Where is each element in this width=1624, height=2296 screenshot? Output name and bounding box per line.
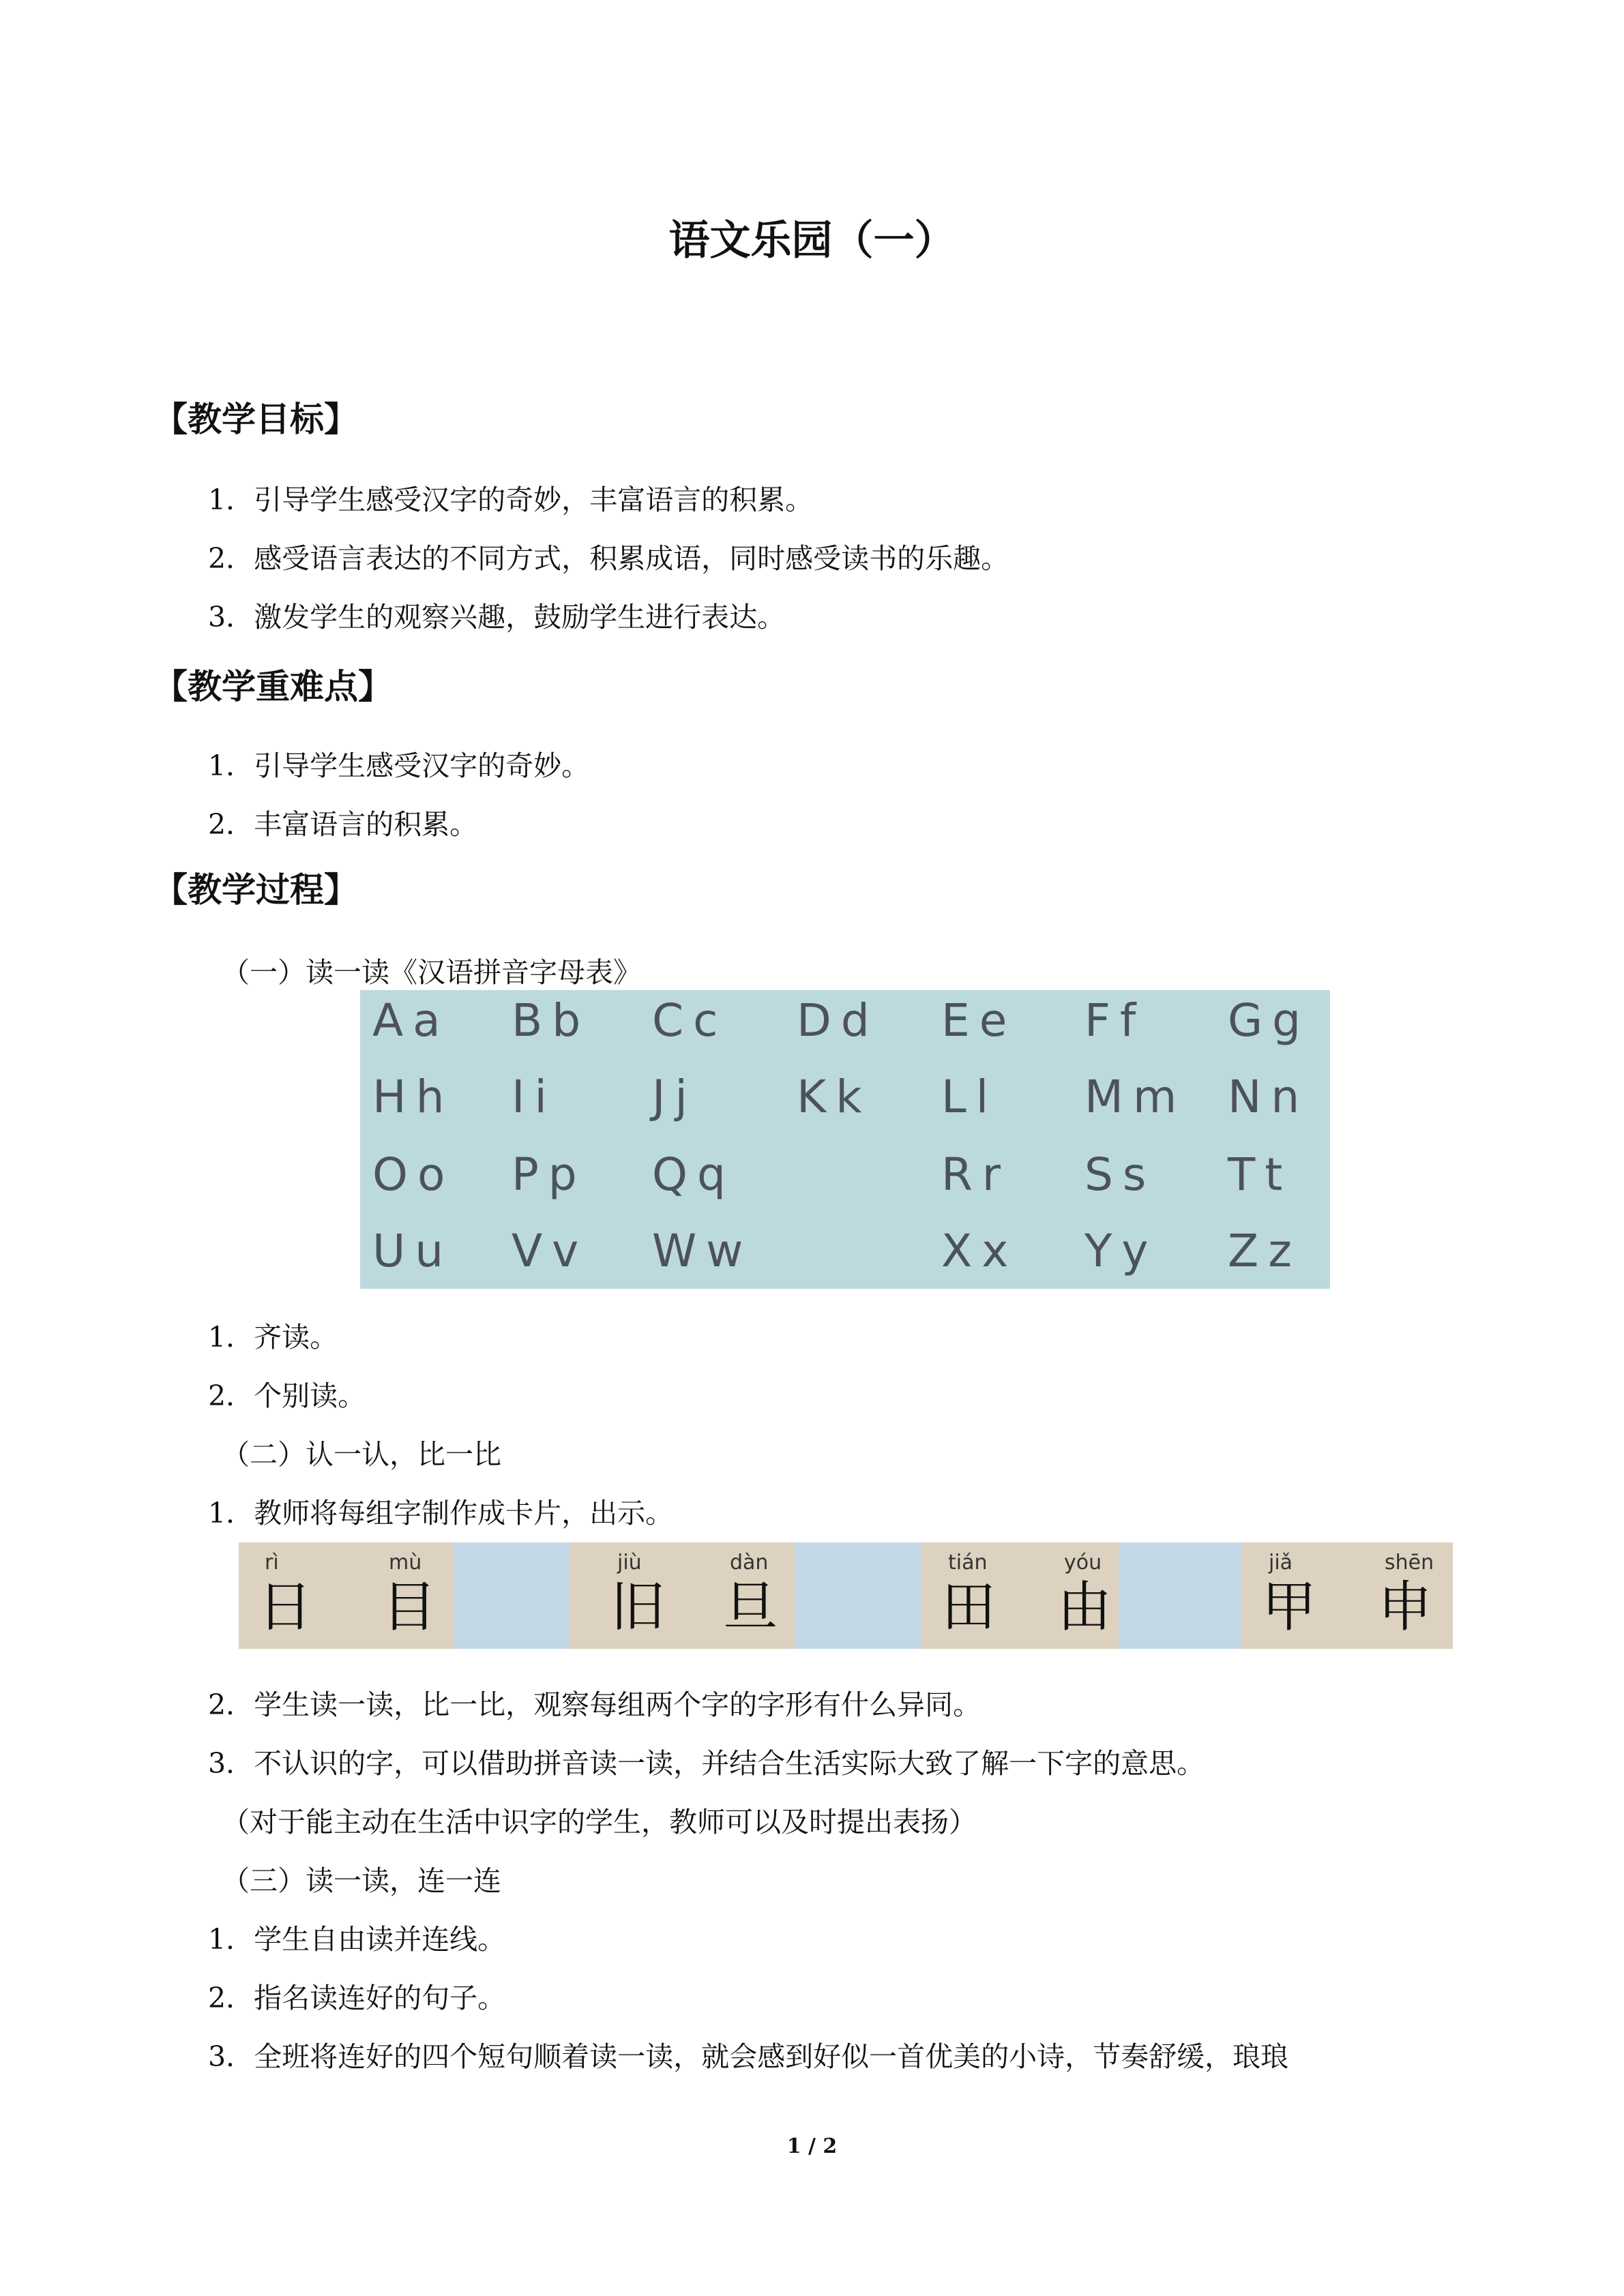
alphabet-letter-pair: Rr — [941, 1148, 1010, 1201]
alphabet-letter-pair: Hh — [372, 1071, 454, 1123]
pinyin-label: jiǎ — [1269, 1551, 1293, 1575]
alphabet-letter-pair: Yy — [1084, 1225, 1158, 1277]
alphabet-letter-pair: Ii — [512, 1071, 557, 1123]
part3-item-2: 2．指名读连好的句子。 — [208, 1982, 506, 2014]
alphabet-letter-pair: Cc — [652, 994, 728, 1047]
part2-note: （对于能主动在生活中识字的学生，教师可以及时提出表扬） — [222, 1806, 977, 1838]
hanzi-character: 旧 — [610, 1575, 665, 1639]
pinyin-label: mù — [389, 1551, 422, 1575]
alphabet-letter-pair — [797, 1225, 933, 1293]
alphabet-letter-pair: Nn — [1228, 1071, 1310, 1123]
hanzi-character: 申 — [1378, 1575, 1432, 1639]
alphabet-letter-pair: Jj — [652, 1071, 697, 1123]
heading-keypoints: 【教学重难点】 — [153, 667, 392, 706]
alphabet-letter-pair: Bb — [512, 994, 591, 1047]
card-gap — [454, 1542, 570, 1649]
part2-item-3: 3．不认识的字，可以借助拼音读一读，并结合生活实际大致了解一下字的意思。 — [208, 1747, 1205, 1780]
pinyin-label: shēn — [1385, 1551, 1434, 1575]
goal-item-2: 2．感受语言表达的不同方式，积累成语，同时感受读书的乐趣。 — [208, 542, 1009, 575]
alphabet-card — [360, 990, 1330, 1289]
alphabet-letter-pair: Ff — [1084, 994, 1146, 1047]
alphabet-letter-pair: Oo — [372, 1148, 455, 1201]
alphabet-letter-pair: Ss — [1084, 1148, 1156, 1201]
part1-title: （一）读一读《汉语拼音字母表》 — [222, 956, 641, 989]
alphabet-letter-pair: Dd — [797, 994, 879, 1047]
alphabet-letter-pair — [797, 1148, 933, 1217]
goal-item-3: 3．激发学生的观察兴趣，鼓励学生进行表达。 — [208, 601, 786, 633]
alphabet-letter-pair: Qq — [652, 1148, 735, 1201]
pinyin-label: dàn — [730, 1551, 769, 1575]
page-title: 语文乐园（一） — [668, 217, 956, 265]
alphabet-letter-pair: Vv — [512, 1225, 589, 1277]
character-card — [239, 1542, 1453, 1649]
alphabet-letter-pair: Aa — [372, 994, 450, 1047]
hanzi-character: 日 — [258, 1575, 312, 1639]
alphabet-letter-pair: Ll — [941, 1071, 999, 1123]
alphabet-letter-pair: Uu — [372, 1225, 454, 1277]
heading-goals: 【教学目标】 — [153, 400, 358, 439]
part3-item-1: 1．学生自由读并连线。 — [208, 1923, 506, 1956]
part1-item-2: 2．个别读。 — [208, 1380, 366, 1412]
card-gap — [1119, 1542, 1241, 1649]
alphabet-letter-pair: Kk — [797, 1071, 872, 1123]
alphabet-letter-pair: Xx — [941, 1225, 1018, 1277]
part3-item-3: 3．全班将连好的四个短句顺着读一读，就会感到好似一首优美的小诗，节奏舒缓，琅琅 — [208, 2040, 1289, 2073]
pinyin-label: jiù — [617, 1551, 642, 1575]
page-number: 1 / 2 — [786, 2134, 838, 2158]
alphabet-letter-pair: Mm — [1084, 1071, 1187, 1123]
pinyin-label: tián — [948, 1551, 988, 1575]
part1-item-1: 1．齐读。 — [208, 1321, 338, 1354]
hanzi-character: 目 — [382, 1575, 437, 1639]
keypoint-item-1: 1．引导学生感受汉字的奇妙。 — [208, 749, 590, 782]
alphabet-letter-pair: Ww — [652, 1225, 753, 1277]
hanzi-character: 田 — [941, 1575, 996, 1639]
part2-item-2: 2．学生读一读，比一比，观察每组两个字的字形有什么异同。 — [208, 1688, 981, 1721]
hanzi-character: 甲 — [1262, 1575, 1316, 1639]
pinyin-label: yóu — [1064, 1551, 1102, 1575]
pinyin-label: rì — [265, 1551, 279, 1575]
alphabet-letter-pair: Tt — [1228, 1148, 1293, 1201]
hanzi-character: 旦 — [723, 1575, 778, 1639]
card-gap — [795, 1542, 921, 1649]
alphabet-letter-pair: Zz — [1228, 1225, 1301, 1277]
keypoint-item-2: 2．丰富语言的积累。 — [208, 808, 478, 841]
goal-item-1: 1．引导学生感受汉字的奇妙，丰富语言的积累。 — [208, 483, 814, 516]
part3-title: （三）读一读，连一连 — [222, 1864, 501, 1897]
heading-process: 【教学过程】 — [153, 870, 358, 910]
part2-title: （二）认一认，比一比 — [222, 1438, 501, 1471]
alphabet-letter-pair: Pp — [512, 1148, 587, 1201]
alphabet-letter-pair: Ee — [941, 994, 1017, 1047]
hanzi-character: 由 — [1057, 1575, 1112, 1639]
alphabet-letter-pair: Gg — [1228, 994, 1311, 1047]
part2-item-1: 1．教师将每组字制作成卡片，出示。 — [208, 1497, 674, 1530]
